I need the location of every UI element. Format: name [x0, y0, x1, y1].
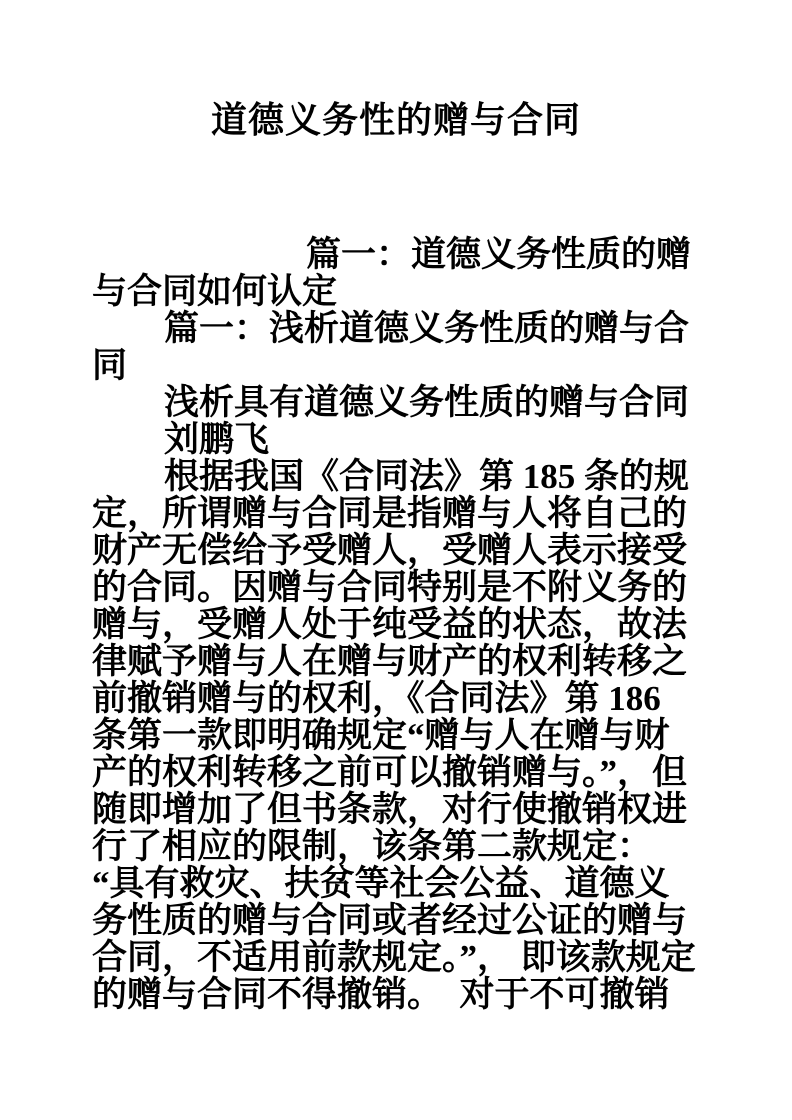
text-line: “具有救灾、扶贫等社会公益、道德义: [92, 864, 670, 903]
text-line: 篇一：浅析道德义务性质的赠与合: [164, 309, 690, 348]
text-line: 条第一款即明确规定“赠与人在赠与财: [92, 716, 670, 755]
text-line: 合同，不适用前款规定。”， 即该款规定: [92, 938, 696, 977]
text-line: 随即增加了但书条款，对行使撤销权进: [92, 790, 688, 829]
text-line: 产的权利转移之前可以撤销赠与。”，但: [92, 753, 688, 792]
text-line: 务性质的赠与合同或者经过公证的赠与: [92, 901, 688, 940]
text-line: 赠与，受赠人处于纯受益的状态，故法: [92, 605, 688, 644]
text-line: 前撤销赠与的权利，《合同法》第 186: [92, 679, 661, 718]
text-line: 行了相应的限制，该条第二款规定：: [92, 827, 653, 866]
text-line: 定，所谓赠与合同是指赠与人将自己的: [92, 494, 688, 533]
text-line: 根据我国《合同法》第 185 条的规: [164, 457, 690, 496]
text-line: 与合同如何认定: [92, 272, 338, 311]
text-line: 的合同。因赠与合同特别是不附义务的: [92, 568, 688, 607]
text-line: 财产无偿给予受赠人，受赠人表示接受: [92, 531, 688, 570]
text-line: 刘鹏飞: [164, 420, 270, 459]
text-line: 的赠与合同不得撤销。 对于不可撤销: [92, 975, 670, 1014]
text-line: 律赋予赠与人在赠与财产的权利转移之: [92, 642, 688, 681]
document-title: 道德义务性的赠与合同: [210, 100, 581, 140]
body-text: [92, 236, 708, 1013]
text-line: 篇一：道德义务性质的赠: [306, 235, 692, 274]
text-line: 浅析具有道德义务性质的赠与合同: [164, 383, 690, 422]
text-line: 同: [92, 346, 128, 385]
